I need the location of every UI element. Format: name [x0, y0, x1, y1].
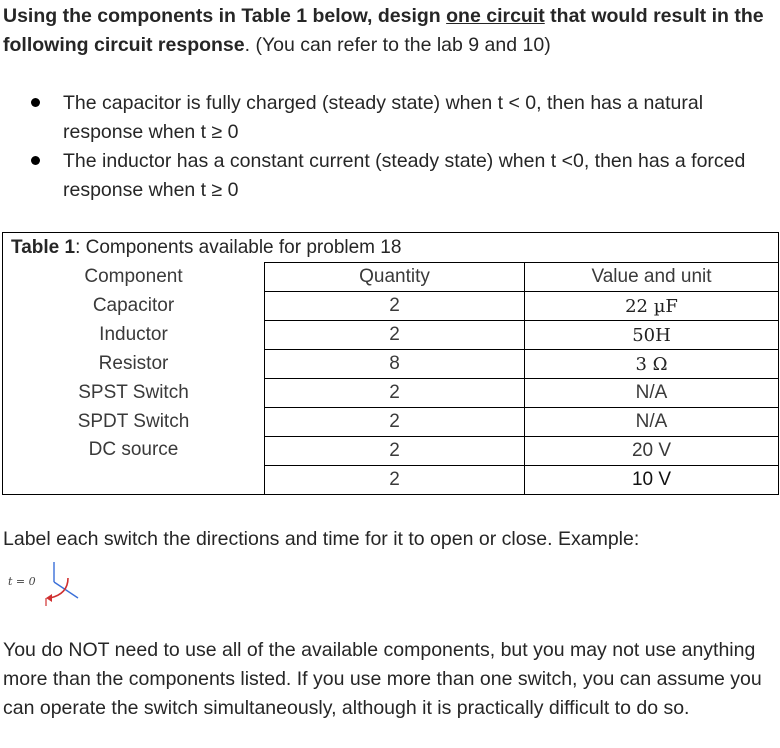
table-header-row: [3, 263, 779, 292]
switch-arrow-head: [46, 594, 52, 602]
cell-value: 20 V: [525, 437, 779, 466]
label-instruction: Label each switch the directions and time for it to open or close. Example:: [3, 528, 640, 550]
table-caption-text: : Components available for problem 18: [75, 236, 402, 258]
switch-example-icon: [6, 560, 86, 610]
table-row: [3, 292, 779, 321]
header-component: Component: [3, 263, 265, 292]
switch-arrow-arc: [50, 578, 68, 598]
intro-bold-1: Using the components in Table 1 below, design: [3, 5, 447, 27]
cell-component: SPDT Switch: [3, 408, 265, 437]
closing-note: You do NOT need to use all of the available components, but you may not use anything more than the components listed. If you use more than one switch, you can assume you can operate the switch simultaneously, although it is practically difficult to do so.: [3, 639, 762, 719]
cell-value: 22 µF: [525, 292, 779, 321]
requirements-list: [0, 89, 780, 205]
bullet-icon: [31, 98, 40, 107]
intro-underlined: one circuit: [446, 5, 545, 27]
table-caption: [3, 233, 779, 263]
cell-component: DC source: [3, 437, 265, 495]
header-value: Value and unit: [525, 263, 779, 292]
components-table: [2, 232, 779, 495]
cell-value: 50H: [525, 321, 779, 350]
cell-value: N/A: [525, 408, 779, 437]
bullet-text: The capacitor is fully charged (steady state) when t < 0, then has a natural response when t ≥ 0: [63, 92, 704, 143]
list-item: [0, 89, 780, 147]
table-row: [3, 379, 779, 408]
bullet-icon: [31, 156, 40, 165]
switch-time-label: t = 0: [8, 575, 36, 588]
problem-statement: [3, 2, 779, 60]
cell-quantity: 2: [265, 437, 525, 466]
cell-value: N/A: [525, 379, 779, 408]
intro-plain: . (You can refer to the lab 9 and 10): [244, 34, 551, 56]
table-row: [3, 350, 779, 379]
table-row: [3, 437, 779, 466]
cell-component: Resistor: [3, 350, 265, 379]
cell-component: Capacitor: [3, 292, 265, 321]
cell-value: 10 V: [525, 466, 779, 495]
cell-quantity: 8: [265, 350, 525, 379]
cell-quantity: 2: [265, 408, 525, 437]
intro-bold-2: that would result in the following circuit response: [3, 5, 764, 56]
cell-component: SPST Switch: [3, 379, 265, 408]
bullet-text: The inductor has a constant current (steady state) when t <0, then has a forced response when t ≥ 0: [63, 150, 746, 201]
list-item: [0, 147, 780, 205]
cell-quantity: 2: [265, 321, 525, 350]
cell-quantity: 2: [265, 466, 525, 495]
cell-quantity: 2: [265, 379, 525, 408]
table-row: [3, 321, 779, 350]
cell-quantity: 2: [265, 292, 525, 321]
cell-component: Inductor: [3, 321, 265, 350]
table-caption-label: Table 1: [11, 236, 76, 258]
table-row: [3, 408, 779, 437]
header-quantity: Quantity: [265, 263, 525, 292]
cell-value: 3 Ω: [525, 350, 779, 379]
